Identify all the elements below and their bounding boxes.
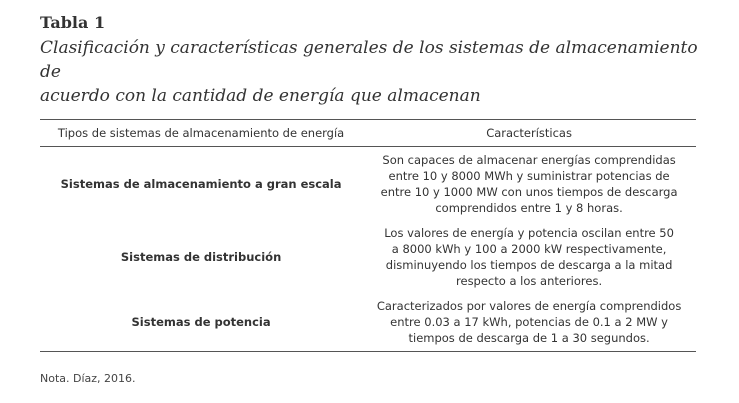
header-caracteristicas: Características	[362, 120, 696, 147]
desc-line: Son capaces de almacenar energías comprendidas	[382, 153, 676, 167]
table-header-row	[40, 120, 696, 147]
desc-line: entre 0.03 a 17 kWh, potencias de 0.1 a 2 MW y	[390, 315, 668, 329]
document-page	[40, 12, 702, 345]
desc-line: Los valores de energía y potencia oscilan entre 50	[384, 226, 674, 240]
table-number: Tabla 1	[40, 13, 106, 32]
classification-table	[40, 119, 696, 352]
table-note: Nota. Díaz, 2016.	[40, 372, 136, 385]
desc-line: entre 10 y 8000 MWh y suministrar potencias de	[388, 169, 670, 183]
row-tipo: Sistemas de almacenamiento a gran escala	[60, 177, 342, 191]
row-tipo: Sistemas de potencia	[40, 293, 362, 352]
row-caracteristicas	[362, 293, 696, 352]
row-caracteristicas	[362, 221, 696, 293]
desc-line: comprendidos entre 1 y 8 horas.	[435, 201, 623, 215]
header-tipos: Tipos de sistemas de almacenamiento de energía	[40, 120, 362, 147]
table-row	[40, 293, 696, 352]
desc-line: respecto a los anteriores.	[456, 274, 603, 288]
desc-line: disminuyendo los tiempos de descarga a la mitad	[385, 258, 673, 272]
desc-line: entre 10 y 1000 MW con unos tiempos de descarga	[380, 185, 678, 199]
table-title-line-2: acuerdo con la cantidad de energía que almacenan	[40, 86, 481, 106]
desc-line: a 8000 kWh y 100 a 2000 kW respectivamente,	[391, 242, 667, 256]
table-row	[40, 221, 696, 293]
desc-line: Caracterizados por valores de energía comprendidos	[376, 299, 682, 313]
table-title-line-1: Clasificación y características generales de los sistemas de almacenamiento de	[40, 38, 698, 82]
row-tipo: Sistemas de distribución	[120, 250, 282, 264]
table-title	[40, 36, 702, 108]
row-caracteristicas	[362, 147, 696, 222]
table-row	[40, 147, 696, 222]
desc-line: tiempos de descarga de 1 a 30 segundos.	[408, 331, 650, 345]
